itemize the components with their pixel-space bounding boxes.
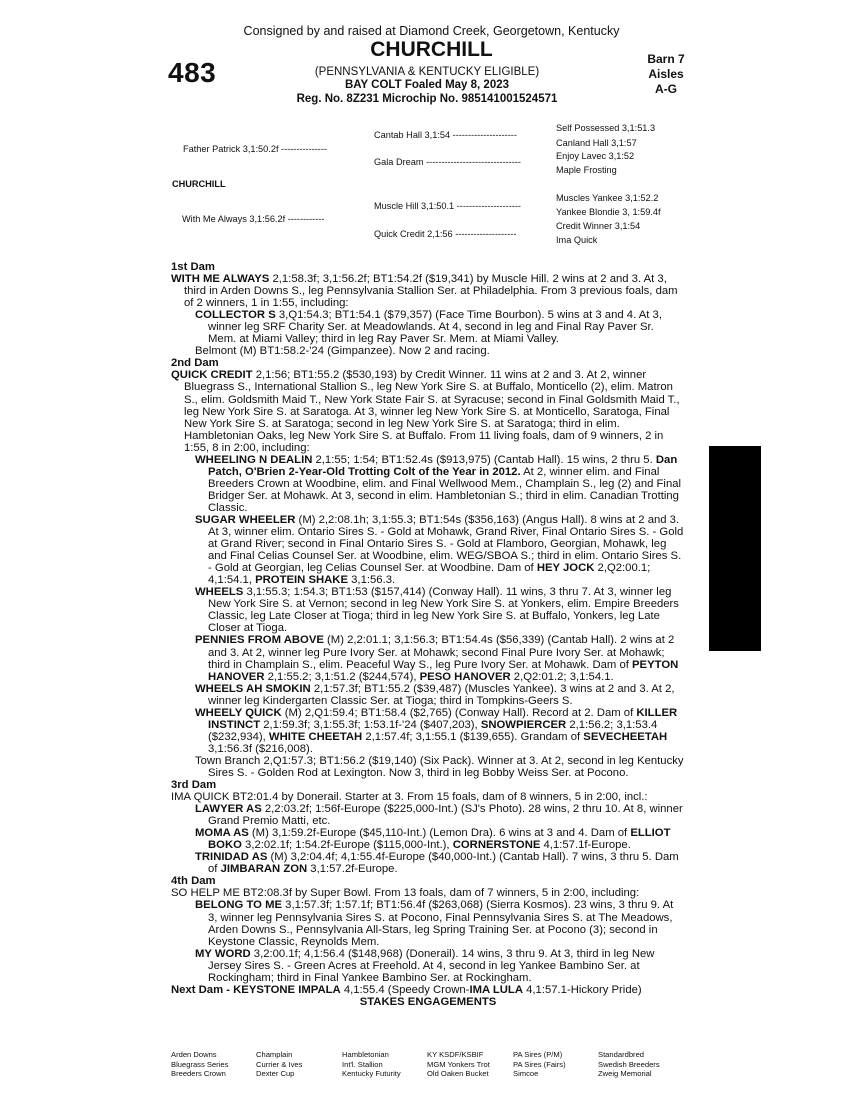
pedigree-great-4: Maple Frosting (556, 165, 617, 175)
pedigree-great-2: Canland Hall 3,1:57 (556, 138, 637, 148)
foal-entry (183, 309, 685, 345)
stakes-item: Standardbred (598, 1050, 645, 1059)
barn-line: Barn 7 (647, 52, 685, 66)
foal-entry (183, 454, 685, 514)
produce-name: CORNERSTONE (452, 839, 541, 852)
produce-name: JIMBARAN ZON (220, 863, 308, 876)
produce-text: 2,1:57.4f; 3,1:55.1 ($139,655). Grandam of (362, 730, 584, 743)
foal-name: TRINIDAD AS (195, 851, 268, 864)
foal-description: BAY COLT Foaled May 8, 2023 (344, 79, 510, 91)
foal-award: Dan Patch, O'Brien 2-Year-Old Trotting Colt of the Year in 2012. (208, 453, 678, 478)
foal-text: Belmont (M) BT1:58.2-'24 (Gimpanzee). Now 2 and racing. (195, 345, 490, 358)
redaction-bar (709, 446, 761, 651)
pedigree-great-7: Credit Winner 3,1:54 (556, 221, 641, 231)
next-dam-dam: IMA LULA (469, 983, 523, 996)
pedigree-great-6: Yankee Blondie 3, 1:59.4f (556, 207, 661, 217)
foal-name: LAWYER AS (195, 803, 262, 816)
foal-entry (183, 899, 685, 947)
foal-text: (M) 3,2:04.4f; 4,1:55.4f-Europe ($40,000-Int.) (Cantab Hall). 7 wins, 3 thru 5. Dam of (208, 851, 679, 876)
stakes-column (171, 1050, 228, 1079)
foal-entry (183, 707, 685, 755)
foal-name: SUGAR WHEELER (195, 513, 296, 526)
foal-entry (183, 514, 685, 586)
registration-line: Reg. No. 8Z231 Microchip No. 985141001524571 (296, 93, 558, 105)
foal-name: WHEELING N DEALIN (195, 453, 313, 466)
stakes-item: Currier & Ives (256, 1059, 303, 1069)
foal-text: (M) 2,2:08.1h; 3,1:55.3; BT1:54s ($356,163) (Angus Hall). 8 wins at 2 and 3. At 3, winner elim. Ontario Sires S. - Gold at Mohawk, Grand River, Final Ontario Sires S. - Gold at Grand River; second in Final Ontario Sires S. - Gold at Flamboro, Georgian, Mohawk, leg and Final Celias Counsel Ser. at Woodbine, elim. WEG/SBOA S.; third in elim. Ontario Sires S. - Gold at Georgian, leg Celias Counsel Ser. at Woodbine. Dam of (208, 513, 684, 575)
pedigree-subject: CHURCHILL (172, 179, 226, 189)
pedigree-dam-dam: Quick Credit 2,1:56 -------------------- (374, 229, 517, 239)
foal-name: WHEELS AH SMOKIN (195, 682, 311, 695)
stakes-item: Breeders Crown (171, 1069, 226, 1079)
foal-name: BELONG TO ME (195, 899, 283, 912)
produce-text: 3,2:02.1f; 1:54.2f-Europe ($115,000-Int.), (241, 839, 453, 852)
produce-name: PROTEIN SHAKE (255, 574, 349, 587)
next-dam-label: Next Dam - KEYSTONE IMPALA (171, 983, 341, 996)
eligibility-line: (PENNSYLVANIA & KENTUCKY ELIGIBLE) (314, 66, 540, 78)
foal-text: (M) 2,Q1:59.4; BT1:58.4 ($2,765) (Conway Hall). Record at 2. Dam of (281, 706, 637, 719)
pedigree-dam-sire: Muscle Hill 3,1:50.1 --------------------- (374, 201, 521, 211)
produce-name: SEVECHEETAH (583, 730, 668, 743)
second-dam-name: QUICK CREDIT (171, 369, 253, 382)
second-dam-text: 2,1:56; BT1:55.2 ($530,193) by Credit Winner. 11 wins at 2 and 3. At 2, winner Bluegrass S., International Stallion S., leg New York Sire S. at Buffalo, Monticello (2), elim. Matron S., elim. Goldsmith Maid T., New York State Fair S. at Syracuse; second in Final Goldsmith Maid T., leg New York Sire S. at Saratoga. At 3, winner leg New York Sire S. at Monticello, Saratoga, Final New York Sire S. at Saratoga; second in leg New York Sire S. at Saratoga; third in elim. Hambletonian Oaks, leg New York Sire S. at Buffalo. From 11 living foals, dam of 9 winners, 2 in 1:55, 8 in 2:00, including: (184, 369, 680, 454)
stakes-item: PA Sires (P/M) (513, 1050, 563, 1059)
stakes-column (342, 1050, 401, 1079)
produce-text: 2,1:55.2; 3,1:51.2 ($244,574), (264, 670, 420, 683)
foal-entry (183, 755, 685, 779)
produce-text: 4,1:57.1f-Europe. (540, 839, 631, 852)
fourth-dam-heading: 4th Dam (171, 875, 216, 888)
foal-name: WHEELS (195, 586, 244, 599)
aisles-range: A-G (655, 82, 677, 96)
foal-text: (M) 2,2:01.1; 3,1:56.3; BT1:54.4s ($56,339) (Cantab Hall). 2 wins at 2 and 3. At 2, winner leg Pure Ivory Ser. at Mohawk; second Final Pure Ivory Ser. at Mohawk; third in Champlain S., elim. Peaceful Way S., leg Pure Ivory Ser. at Mohawk. Dam of (208, 634, 675, 671)
foal-name: MOMA AS (195, 827, 249, 840)
produce-text: 3,1:56.3. (348, 574, 396, 587)
third-dam-heading: 3rd Dam (171, 779, 217, 792)
stakes-item: Arden Downs (171, 1050, 217, 1059)
stakes-item: Champlain (256, 1050, 293, 1059)
foal-name: COLLECTOR S (195, 309, 276, 322)
horse-name: CHURCHILL (370, 38, 493, 61)
stakes-column (256, 1050, 302, 1079)
first-dam-heading: 1st Dam (171, 261, 215, 273)
produce-text: 3,1:57.2f-Europe. (307, 863, 398, 876)
produce-name: KILLER INSTINCT (208, 706, 678, 731)
produce-text: 3,1:56.3f ($216,008). (208, 742, 313, 755)
foal-text: 3,Q1:54.3; BT1:54.1 ($79,357) (Face Time Bourbon). 5 wins at 3 and 4. At 3, winner leg SRF Charity Ser. at Meadowlands. At 4, second in leg and Final Ray Paver Sr. Mem. at Miami Valley; third in leg Ray Paver Sr. Mem. at Miami Valley. (208, 309, 662, 346)
produce-name: SNOWPIERCER (480, 718, 567, 731)
consignor-line: Consigned by and raised at Diamond Creek, Georgetown, Kentucky (243, 24, 620, 38)
foal-entry (183, 345, 685, 357)
catalog-body (171, 261, 685, 1008)
first-dam-name: WITH ME ALWAYS (171, 273, 270, 286)
stakes-heading: STAKES ENGAGEMENTS (359, 995, 497, 1008)
second-dam-paragraph (171, 369, 685, 453)
foal-entry (183, 586, 685, 634)
stakes-item: MGM Yonkers Trot (427, 1059, 490, 1069)
produce-text: 2,Q2:01.2; 3,1:54.1. (510, 670, 614, 683)
next-dam-line (171, 984, 685, 996)
second-dam-heading: 2nd Dam (171, 357, 219, 370)
stakes-item: Int'l. Stallion (342, 1059, 383, 1069)
foal-name: MY WORD (195, 947, 251, 960)
foal-entry (183, 948, 685, 984)
pedigree-sire: Father Patrick 3,1:50.2f --------------- (183, 144, 327, 154)
foal-text: 2,2:03.2f; 1:56f-Europe ($225,000-Int.) (SJ's Photo). 28 wins, 2 thru 10. At 8, winner Grand Premio Matti, etc. (208, 803, 683, 828)
stakes-item: Zweig Memorial (598, 1069, 652, 1079)
pedigree-sire-sire: Cantab Hall 3,1:54 --------------------- (374, 130, 517, 140)
next-dam-text: 4,1:57.1-Hickory Pride) (522, 983, 642, 996)
foal-text: 2,1:57.3f; BT1:55.2 ($39,487) (Muscles Yankee). 3 wins at 2 and 3. At 2, winner leg Kindergarten Classic Ser. at Tioga; third in Tompkins-Geers S. (208, 682, 675, 707)
foal-name: WHEELY QUICK (195, 706, 282, 719)
foal-entry (183, 683, 685, 707)
stakes-column (598, 1050, 660, 1079)
stakes-column (513, 1050, 566, 1079)
next-dam-text: 4,1:55.4 (Speedy Crown- (340, 983, 470, 996)
produce-text: 2,1:56.2; 3,1:53.4 ($232,934), (208, 718, 658, 743)
foal-text: 2,1:55; 1:54; BT1:52.4s ($913,975) (Cantab Hall). 15 wins, 2 thru 5. (312, 453, 656, 466)
stakes-item: KY KSDF/KSBIF (427, 1050, 484, 1059)
produce-name: PESO HANOVER (419, 670, 511, 683)
pedigree-sire-dam: Gala Dream ------------------------------- (374, 157, 521, 167)
first-dam-text: 2,1:58.3f; 3,1:56.2f; BT1:54.2f ($19,341) by Muscle Hill. 2 wins at 2 and 3. At 3, third in Arden Downs S., leg Pennsylvania Stallion Ser. at Philadelphia. From 3 previous foals, dam of 2 winners, 1 in 1:55, including: (184, 273, 678, 310)
foal-name: PENNIES FROM ABOVE (195, 634, 324, 647)
foal-text: 3,1:55.3; 1:54.3; BT1:53 ($157,414) (Conway Hall). 11 wins, 3 thru 7. At 3, winner leg New York Sire S. at Vernon; second in leg New York Sire S. at Yonkers, elim. Empire Breeders Classic, leg Late Closer at Tioga; third in leg New York Sire S. at Buffalo, Yonkers, leg Late Closer at Tioga. (208, 586, 679, 635)
foal-text: Town Branch 2,Q1:57.3; BT1:56.2 ($19,140) (Six Pack). Winner at 3. At 2, second in leg Kentucky Sires S. - Golden Rod at Lexington. Now 3, third in leg Bobby Weiss Ser. at Pocono. (195, 754, 684, 779)
produce-name: ELLIOT BOKO (208, 827, 671, 852)
fourth-dam-paragraph: SO HELP ME BT2:08.3f by Super Bowl. From 13 foals, dam of 7 winners, 5 in 2:00, including: (171, 887, 640, 900)
hip-number: 483 (168, 57, 217, 88)
produce-name: PEYTON HANOVER (208, 658, 679, 683)
stakes-item: Old Oaken Bucket (427, 1069, 489, 1079)
aisles-line: Aisles (648, 67, 684, 81)
foal-entry (183, 803, 685, 827)
foal-text: 3,2:00.1f; 4,1:56.4 ($148,968) (Donerail). 14 wins, 3 thru 9. At 3, third in leg New Jersey Sires S. - Green Acres at Freehold. At 4, second in leg Yankee Bambino Ser. at Rockingham; third in Final Yankee Bambino Ser. at Rockingham. (208, 947, 655, 984)
third-dam-paragraph: IMA QUICK BT2:01.4 by Donerail. Starter at 3. From 15 foals, dam of 8 winners, 5 in 2:00, incl.: (171, 791, 648, 804)
pedigree-great-8: Ima Quick (556, 235, 598, 245)
pedigree-great-5: Muscles Yankee 3,1:52.2 (556, 193, 659, 203)
foal-text: (M) 3,1:59.2f-Europe ($45,110-Int.) (Lemon Dra). 6 wins at 3 and 4. Dam of (248, 827, 631, 840)
stakes-item: PA Sires (Fairs) (513, 1059, 566, 1069)
stakes-item: Bluegrass Series (171, 1059, 229, 1069)
first-dam-paragraph (171, 273, 685, 309)
pedigree-dam: With Me Always 3,1:56.2f ------------ (182, 214, 325, 224)
stakes-item: Simcoe (513, 1069, 539, 1079)
produce-text: 2,1:59.3f; 3,1:55.3f; 1:53.1f-'24 ($407,203), (260, 718, 481, 731)
stakes-item: Hambletonian (342, 1050, 389, 1059)
stakes-item: Swedish Breeders (598, 1059, 660, 1069)
foal-entry (183, 851, 685, 875)
produce-text: 2,Q2:00.1; 4,1:54.1, (208, 562, 651, 587)
pedigree-great-1: Self Possessed 3,1:51.3 (556, 123, 656, 133)
foal-entry (183, 827, 685, 851)
stakes-column (427, 1050, 490, 1079)
produce-name: WHITE CHEETAH (268, 730, 363, 743)
stakes-item: Kentucky Futurity (342, 1069, 401, 1079)
foal-entry (183, 634, 685, 682)
foal-text: 3,1:57.3f; 1:57.1f; BT1:56.4f ($263,068) (Sierra Kosmos). 23 wins, 3 thru 9. At 3, winner leg Pennsylvania Sires S. at Pocono, Final Pennsylvania Sires S. at The Meadows, Arden Downs S., Pennsylvania All-Stars, leg Spring Training Ser. at Pocono (3); second in Keystone Classic, Reynolds Mem. (208, 899, 674, 948)
foal-text: At 2, winner elim. and Final Breeders Crown at Woodbine, elim. and Final Wellwood Mem., Champlain S., leg (2) and Final Bridger Ser. at Mohawk. At 3, second in elim. Hambletonian S.; third in elim. Canadian Trotting Classic. (208, 465, 682, 514)
produce-name: HEY JOCK (536, 562, 595, 575)
pedigree-great-3: Enjoy Lavec 3,1:52 (556, 151, 635, 161)
stakes-item: Dexter Cup (256, 1069, 295, 1079)
barn-location (646, 52, 686, 97)
